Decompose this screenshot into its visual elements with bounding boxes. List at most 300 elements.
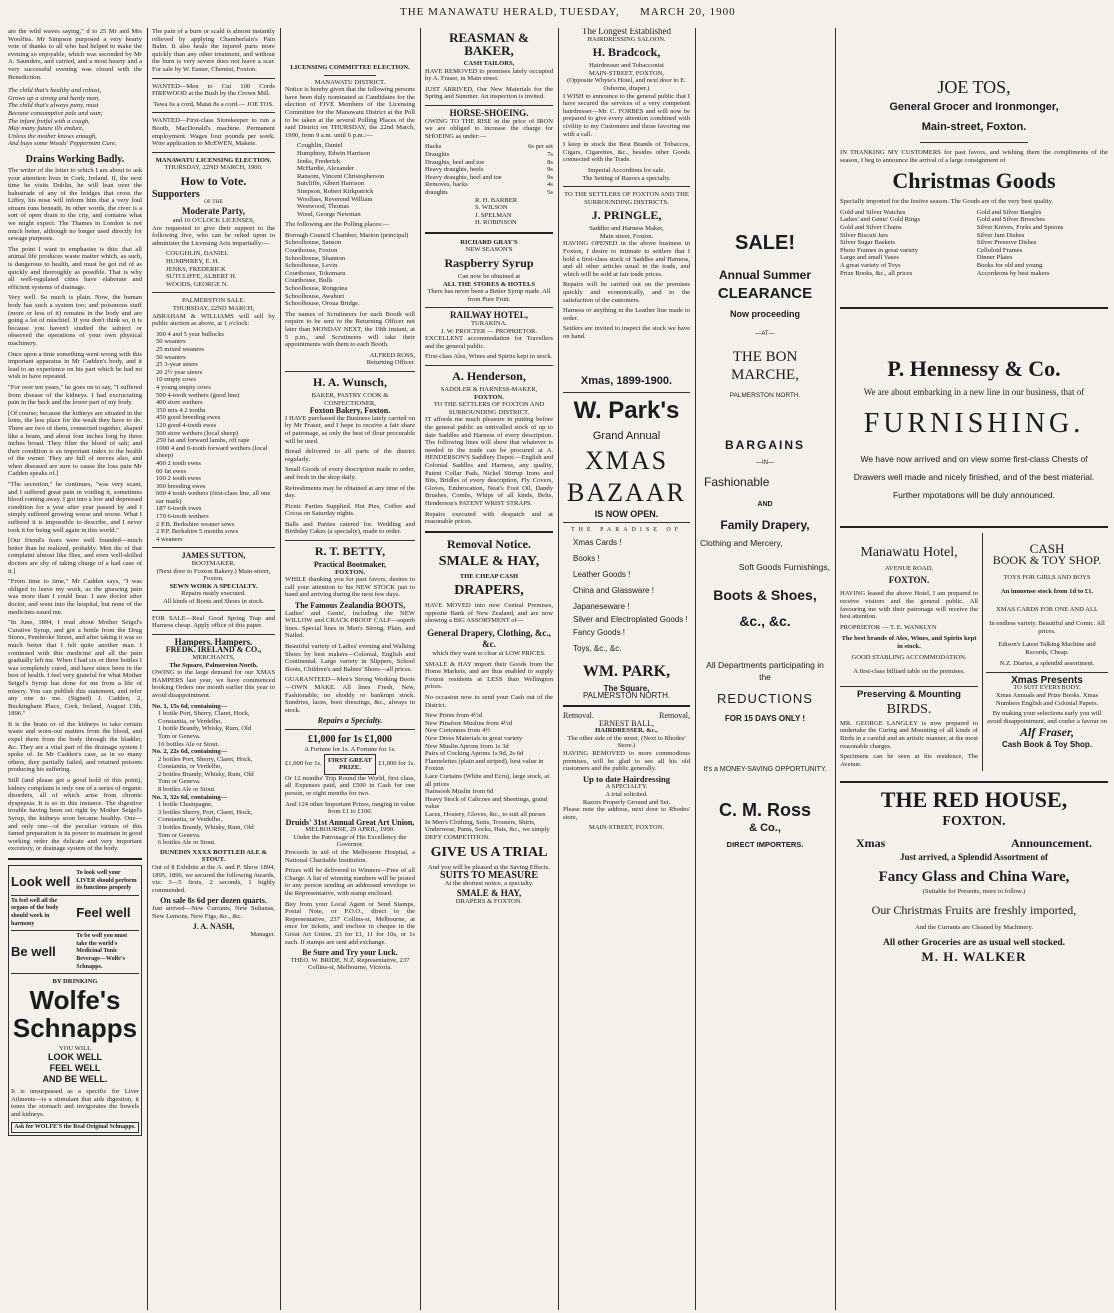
smale-item: New Dress Materials in great variety [425,735,523,742]
horse-body: OWING TO THE RISE in the price of IRON we are obliged to increase the charge for SHOEING as under:— [425,117,553,140]
goods-item: Silver Preserve Dishes [976,239,1037,247]
xmas: XMAS [584,445,669,475]
column-rule [695,28,696,1310]
masthead [0,0,1114,26]
article-paragraph: [Of course; because the kidneys are situated in the loins, the less place for the weak they have to do. There are two of them, connected together, shaped like a beam, and about four inches long by three inches broad. They filter the blood of salt; and their condition is an important index to the health of the owner. They are full of nerves also, and when diseased are sure to cause the loss pain Mr Cadden speaks of.] [8,409,142,478]
nominee: Westwood, Thomas [297,203,350,211]
rate-label: draughts [425,188,448,196]
sub-column-right [986,533,1108,771]
sutton-sewn: SEWN WORK A SPECIALTY. [169,582,258,590]
how-to-vote: How to Vote. [180,173,247,188]
column-6 [700,28,830,1310]
divider [840,781,1108,783]
bradcock-body: I WISH to announce to the general public that I have secured the services of a very competent hairdresser—Mr. C. FORBES and will now be prepared to give every attention combined with civility to my Customers and those favoring me with a call. [563,92,690,138]
stock-item: 400 2 tooth ewes [156,459,201,467]
hamper-item: 1 bottle Champagne, [158,801,213,809]
rate-label: Draughts [425,150,450,158]
wanted-storekeeper: WANTED—First-class Storekeeper to run a Booth, MacDonald's machine. Permanent employment. Wages four pounds per week. Wire application to McEWEN, Makete. [152,117,275,148]
druids-rep: THEO. W. BRIDE, N.Z. Representative, 237 Collins-st, Melbourne, Victoria. [290,956,410,972]
fancy-glass: Fancy Glass and China Ware, [878,868,1070,885]
smale-item: New Cretonnes from 4½ [425,727,491,735]
verse-line: May many future ills endure, [8,125,84,133]
splendid: Just arrived, a Splendid Assortment of [899,852,1048,862]
edison: Edison's Latest Talking Machine and Records, Cheap. [998,641,1096,656]
manawatu-hotel: Manawatu Hotel, [860,545,958,561]
hamper-item: 2 bottles Brandy, Whisky, Rum, Old [158,770,254,778]
hamper-item: 8 bottles Ale or Stout. [158,786,216,794]
birds: BIRDS. [886,702,932,718]
wunsch-balls: Balls and Parties catered for. Wedding and Birthday Cakes (a specialty), made to order. [285,520,415,536]
rate-value: 9s [547,173,553,181]
wunsch-bread: Bread delivered to all parts of the district regularly. [285,448,415,463]
sutton-stock: All kinds of Boots and Shoes in stock. [162,598,265,605]
bon-marche-location: PALMERSTON NORTH. [729,392,801,400]
column-2 [152,28,275,1310]
article-paragraph: Very well. So much is plain. Now, the human body has such a system too; and poisonous stuff (more or less of it) remains in the body and are going a lot of mischief. If you don't think so, it is because you haven't studied the subject or observed the operations of your own physical machinery. [8,294,142,347]
candidate-list [166,250,275,288]
smale-item: Pairs of Cocking Aprons 1s 9d, 2s 6d [425,750,524,758]
scrutineers: The names of Scrutineers for each Booth will require to be sent to the Returning Officer not later than MONDAY NEXT, the 19th instant, at 5 p.m., and Scrutineers will take their appointments with them to each Booth. [285,310,415,349]
verse-line: Become consumptive pale and wan; [8,109,103,117]
palmerston-sale: PALMERSTON SALE. [181,297,246,305]
paradise-list [573,535,690,657]
groceries: All other Groceries are as usual well stocked. [882,937,1066,948]
nominee: Simpson, Robert Kirkpatrick [297,187,374,195]
henderson-to: TO THE SETTLERS OF FOXTON AND SURROUNDING DISTRICT. [433,401,545,416]
settlers-heading: TO THE SETTLERS OF FOXTON AND THE SURROUNDING DISTRICTS. [564,191,689,206]
goods-item: Silver Jam Dishes [976,231,1025,239]
razors: The Setting of Razors a specialty. [582,174,671,182]
departments: All Departments participating in the [706,660,824,683]
sale-heading: SALE! [735,232,795,254]
on-sale: On sale 8s 6d per dozen quarts. [160,896,267,906]
farrier: H. ROBINSON [475,219,517,227]
currants: And the Currants are Cleaned by Machinery. [914,924,1034,932]
mh-walker: M. H. WALKER [921,949,1027,965]
alf-fraser: Alf Fraser, [1019,725,1074,740]
column-3 [285,28,415,1310]
be-well-text: To be well you must take the world's Medicinal Tonic Beverage—Wolfe's Schnapps. [76,933,128,970]
sutton-repairs: Repairs neatly executed. [181,590,246,598]
xmas-years: Xmas, 1899-1900. [580,374,673,387]
suit-everybody: TO SUIT EVERYBODY. [1013,684,1081,692]
intro-text: are the wild waves saying," d io 25 Mr and Mrs Woolfiss. Mr Simpson purposed a very hearty vote of thanks to all who had helped to make the evening so enjoyable, which was seconded by Mr A. Saunders, and carried, and a most hearty and a very successful evening was closed with the Benediction. [8,28,142,81]
removal-notice: Removal Notice. [447,536,531,551]
divider [425,365,553,366]
stock-item: 50 weaners [156,338,186,346]
xmas-cards: XMAS CARDS FOR ONE AND ALL [995,605,1099,613]
hamper-item: 6 bottles Ale or Stout. [158,839,216,847]
paradise-item: Japaneseware ! [573,601,630,611]
stock-item: 400 store wethers [156,399,203,407]
divider [152,634,275,635]
hamper-item: 3 bottles Brandy, Whisky, Rum, Old [158,824,254,832]
goods-item: Prize Books, &c., all prices [840,269,913,277]
stock-item: 450 good breeding ewes [156,414,221,422]
smale-body: HAVE MOVED into new Central Premises, opposite Bank of New Zealand, and are now showing a BIG ASSORTMENT of— [425,602,553,625]
article-paragraph: "From time to time," Mr Cadden says, "I was obliged to leave my work, as the gnawing pain was more than I could bear. I saw doctor after doctor, and went into the hospital, but none of the medicines eased me. [8,578,142,616]
farrier: J. SPELMAN [475,211,512,219]
nominee: Jenks, Frederick [297,157,341,165]
endless-variety: In endless variety. Beautiful and Comic. All prices. [989,619,1105,635]
hairdressing-saloon: HAIRDRESSING SALOON. [587,35,666,43]
article-title: Drains Working Badly. [25,153,125,165]
by-drinking: BY DRINKING [52,978,98,986]
column-4 [425,28,553,1310]
pain-balm-notice: The pain of a burn or scald is almost instantly relieved by applying Chamberlain's Pain Balm. It also heals the injured parts more quickly than any other treatment, and without the burn is very severe does not leave a scar. For sale by W. Easter, Chemist, Foxton. [152,28,275,73]
moderate-party: Moderate Party, [182,206,245,217]
wolfe-be-well: AND BE WELL. [42,1074,108,1085]
divider [986,672,1108,673]
rate-value: 9s [547,166,553,174]
sub-column-left [840,533,978,771]
rate-value: 5s [547,188,553,196]
goods-item: Celluloid Frames [976,246,1023,254]
goods-item: Gold and Silver Brooches [976,216,1045,224]
bradcock-opposite: (Opposite Whyte's Hotel, and next door to E. Osborne, draper.) [567,77,686,92]
smale-items [425,712,553,841]
repairs-specialty: Repairs a Specialty. [317,716,383,726]
goods-item: Gold and Silver Chains [840,223,902,231]
suits-to-measure: SUITS TO MEASURE [440,869,538,881]
henderson-trade: SADDLER & HARNESS-MAKER, [440,386,538,393]
druids-sure: Be Sure and Try your Luck. [302,948,398,958]
horse-rates [425,143,553,196]
wolfe-advert [8,865,142,1136]
railway-hotel: RAILWAY HOTEL, [449,310,529,321]
langley: MR. GEORGE LANGLEY is now prepared to undertake the Curing and Mounting of all kinds of Birds in a careful and an artistic manner, at the most reasonable charges. [840,719,978,750]
goods-item: Dinner Plates [976,254,1013,262]
bon-marche: THE BON MARCHE, [731,349,799,384]
book-toy-shop: BOOK & TOY SHOP. [992,552,1102,567]
paradise-item: Books ! [573,553,600,563]
in-label: —IN— [756,459,774,466]
column-1 [8,28,142,1310]
polling-place: Schoolhouse, Levin [285,262,338,270]
polling-place: Schoolhouse, Awahuri [285,292,345,300]
farrier-names [475,197,553,227]
rate-value: 7s [547,150,553,158]
polling-list [285,232,415,308]
avenue-road: AVENUE ROAD, [884,565,934,573]
divider [425,307,553,308]
divider [285,729,415,730]
prize-heading: £1,000 for 1s £1,000 [308,733,392,745]
prizes-124: And 124 other Important Prizes, ranging in value from £1 to £100. [285,800,415,816]
bradcock-address: MAIN-STREET, FOXTON, [588,69,665,77]
column-5 [563,28,690,1310]
stock-item: 300 4 and 5 year bullocks [156,330,224,338]
stock-item: 350 mix 4 2 tooths [156,406,206,414]
stock-item: 60 fat ewes [156,467,187,475]
divider [152,152,275,153]
paradise-item: Silver and Electroplated Goods ! [573,614,688,624]
immense-stock: An immense stock from 1d to £1. [1000,588,1094,596]
goods-item: Books for old and young [976,261,1043,269]
nash-title: Manager. [250,930,275,938]
election-date: THURSDAY, 22ND MARCH, 1900. [164,164,263,172]
rate-label: Removes, hacks [425,181,468,189]
betty-name: R. T. BETTY, [314,544,386,559]
fraser-shop: Cash Book & Toy Shop. [1001,740,1093,750]
horse-shoeing: HORSE-SHOEING. [449,107,529,118]
farrier: R. H. BARBER [475,196,518,204]
hampers-owing: OWING to the large demand for our XMAS HAMPERS last year, we have commenced booking Orders one month earlier this year to avoid disappointment. [152,669,275,699]
ball-body: HAVING REMOVED to more commodious premises, will be glad to see all his old customers and the public generally. [563,749,690,773]
stock-item: 187 6-tooth ewes [156,505,202,513]
paradise-item: Toys, &c., &c. [573,643,622,653]
main-street: Main-street, Foxton. [921,121,1027,133]
goods-item: Gold and Silver Bangles [976,208,1042,216]
verse-line: The child that's always puny, must [8,102,99,110]
wunsch-trade: BAKER, PASTRY COOK & CONFECTIONER, [311,391,389,407]
w-park: W. Park's [573,396,680,424]
schnapps-brand: Schnapps [12,1012,138,1043]
wm-park: WM. PARK, [582,662,671,680]
hamper-item: Tom or Geneva. [158,732,201,740]
divider [152,112,275,113]
hamper-item: Constantia, or Verdelho, [158,717,222,725]
alfred-ross: ALFRED ROSS, [369,351,415,359]
goods-item: Accordeons by best makers [976,269,1050,277]
election-heading: MANAWATU LICENSING ELECTION. [155,156,272,164]
raspberry-body: Can now be obtained at [457,273,521,281]
stock-item: 250 fat and forward lambs, off rape [156,437,250,445]
bradcock-stock: I keep in stock the Best Brands of Tobaccos, Cigars, Cigarettes, &c., besides other Goods connected with the Trade. [563,141,690,164]
bazaar: BAZAAR [567,477,686,507]
wanted-firewood-rate: Tawa 6s a cord, Matai 8s a cord.— JOE TOS. [153,100,274,108]
cash: CASH [1029,541,1065,557]
verse-line: And buys some Woods' Peppermint Cure. [8,140,117,148]
christmas-fruits: Our Christmas Fruits are freshly imported, [871,903,1077,918]
now-proceeding: Now proceeding [729,309,800,320]
wolfe-ask: Ask for WOLFE'S the Real Original Schnapps. [11,1122,139,1134]
smale-item: New Pinafore Muslins from 4½d [425,719,512,727]
give-trial: GIVE US A TRIAL [430,845,548,861]
betty-place: FOXTON. [335,568,365,576]
ball-address: The other side of the street, (Next to Rhodes' Store.) [567,734,686,750]
embarking: We are about embarking in a new line in our business, that of [863,387,1085,398]
candidate: SUTCLIFFE, ALBERT H. [166,273,237,281]
dunedin-ale: DUNEDIN XXXX BOTTLED ALE & STOUT. [160,848,267,864]
furnishing: FURNISHING. [863,408,1085,440]
stock-item: 500 store wethers (local sheep) [156,429,239,437]
annuals: Xmas Annuals and Prize Books. Xmas Numbers English and Colonial Papers. [995,692,1099,707]
paradise-item: China and Glassware ! [573,585,654,595]
stock-item: 10 empty cows [156,376,196,384]
hotel-foxton: FOXTON. [888,574,930,585]
stock-item: 500 4-tooth wethers (good line) [156,391,240,399]
divider [324,75,376,76]
prize-right: £1,000 for 1s. [378,760,415,768]
article-paragraph: "The secretion," he continues, "was very scant, and I suffered great pain in voiding it, sometimes blood coming away. I got into a low and depressed condition for a year after year passed by and I simply suffered growing worse and worse. What I suffered it is impossible to describe, and I never took it for being well again in this world." [8,481,142,534]
column-rule [558,28,559,1310]
divider [285,540,415,541]
nominee: Sutcliffe, Albert Harrison [297,180,365,188]
abraham-williams: ABRAHAM & WILLIAMS will sell by public auction as above, at 1 o'clock: [152,312,275,328]
candidate: HUMPHREY, E. H. [166,258,220,266]
polling-place: Schoolhouse, Rongotea [285,285,348,293]
rate-value: 6s per set [528,143,553,151]
goods-item: Large and small Vases [840,254,899,262]
you-will: YOU WILL [58,1044,92,1052]
pringle-trade: Saddler and Harness Maker, [589,225,664,233]
of-the: OF THE [204,198,223,205]
nash-name: J. A. NASH, [192,922,235,932]
candidate: JENKS, FREDERICK [166,265,226,273]
manawatu-district: MANAWATU DISTRICT. [314,78,386,86]
new-season: NEW SEASON'S [465,246,513,254]
goods-list [840,209,1108,277]
wanted-firewood: WANTED—Men to Cut 100 Cords FIREWOOD at the Bush by the Crown Mill. [152,82,275,98]
general-drapery: General Drapery, Clothing, &c., &c. [427,628,551,650]
henderson-name: A. Henderson, [452,369,526,383]
paradise-item: Fancy Goods ! [573,627,626,637]
railway-body: EXCELLENT accommodation for Travellers and the general public. [425,335,553,350]
stock-item: 600 4 tooth wethers (first-class line, all one ear mark) [156,490,271,505]
drapers: DRAPERS, [454,583,524,599]
goods-item: Silver Biscuit Jars [840,231,888,239]
smale-item: Nainsook Muslin from 6d [425,788,494,796]
wolfe-body: It is unsurpassed as a specific for Liver Ailments—is a stimulant that aids digestion, it tones the stomach and invigorates the bowels and kidneys. [11,1088,139,1119]
ball-razors: Razors Properly Ground and Set. [582,798,671,806]
removal-left: Removal. [563,710,594,720]
ten-oclock: and 10 O'CLOCK LICENSES, [172,217,255,225]
grand-annual: Grand Annual [592,429,661,442]
preserving: Preserving & Mounting [857,688,961,700]
betty-body: WHILE thanking you for past favors, desires to call your attention to his NEW STOCK just to hand and arriving during the next few days. [285,576,415,599]
the-square: The Square, [603,683,650,693]
wolfe-brand: Wolfe's [29,984,121,1015]
and-label: AND [757,500,773,508]
verse-line: Unless the mother knows enough, [8,132,97,140]
reasman-arrived: JUST ARRIVED, Our New Materials for the Spring and Summer. An inspection is invited. [425,85,553,101]
polling-place: Schoolhouse, Oroua Bridge. [285,300,360,308]
rate-value: 4s [547,181,553,189]
merchants: MERCHANTS, [192,653,235,661]
pringle-settlers: Settlers are invited to inspect the stock we have on hand. [563,325,690,340]
bargains: BARGAINS [724,437,805,452]
hampers-heading: Hampers. Hampers. [174,636,253,647]
rate-label: Heavy draughts, heel and toe [425,173,502,181]
nominee: McHardie, Alexander [297,165,355,173]
wolfe-feel-well: FEEL WELL [49,1063,101,1074]
druids-patronage: Under the Patronage of His Excellency the Governor. [293,833,407,849]
smale-hay: SMALE & HAY, [438,553,540,569]
hotel-ales: The best brands of Ales, Wines, and Spirits kept in stock. [841,635,977,650]
henderson-place: FOXTON. [474,393,504,401]
look-well-heading: Look well [11,873,71,889]
stock-item: 170 6-tooth wethers [156,513,209,521]
wunsch-name: H. A. Wunsch, [313,374,387,389]
goods-item: Gold and Silver Watches [840,208,906,216]
verse-line: The infant fretful with a cough, [8,117,90,125]
henderson-repairs: Repairs executed with despatch and at reasonable prices. [425,510,553,526]
first-prize: FIRST GREAT PRIZE. [324,754,377,775]
feel-well-text: To feel well all the organs of the body should work in harmony [11,897,59,927]
divider [285,371,415,372]
turakina: TURAKINA. [470,320,508,328]
ball-name: ERNEST BALL, [599,718,654,728]
divider [425,105,553,106]
smale-item: Laces, Hosiery, Gloves, &c., to suit all purses [425,810,546,818]
smale-offer: which they want to clear at LOW PRICES. [432,650,546,658]
stock-item: 4 young empty cows [156,383,211,391]
masthead-day: TUESDAY, [560,6,620,18]
ball-note: Please note the address, next door to Rhodes' store, [563,806,690,821]
divider [425,531,553,533]
sutton-address: (Next door to Foxton Bakery.) Main-street, Foxton. [156,567,271,583]
xmas-presents: Xmas Presents [1011,674,1083,686]
stock-item: 2 P.P. Berkshire 5 months sows [156,528,239,536]
stock-item: 25 3-year steers [156,361,198,369]
smale-note: No occasion now to send your Cash out of the District. [425,694,553,709]
goods-item: Silver Sugar Baskets [840,239,895,247]
polling-place: Schoolhouse, Sanson [285,239,342,247]
divider [152,610,275,611]
cash-tailors: CASH TAILORS, [463,60,515,67]
prize-body: Or 12 months' Trip Round the World, first class, all Expenses paid, and £500 in Cash for one person, or eight months for two. [285,774,415,797]
richard-gray: RICHARD GRAY'S [460,238,518,246]
rate-label: Hacks [425,143,442,151]
rate-label: Heavy draughts, heels [425,166,484,174]
money-saving: It's a MONEY-SAVING OPPORTUNITY. [703,766,827,774]
foxton-bakery: Foxton Bakery, Foxton. [309,406,391,416]
xmas-announcement-left: Xmas [856,836,886,851]
hamper-no3: No. 3, 32s 6d, containing— [152,793,228,801]
smale-location: DRAPERS & FOXTON. [455,897,523,905]
trial-body: And you will be pleased at the Saving Effects. [427,864,551,872]
polling-place: Courthouse, Tokomaru [285,269,346,277]
stock-item: 25 mixed weaners [156,346,204,353]
article-paragraph: The writer of the letter to which I am about to ask your attention lives in Cork, Ireland. If, the next time he visits Dublin, he will lean over the balustrade of any of the bridges that cross the Liffey, his nose will inform him that a very foul stream runs beneath. In other words, the river is a sort of open drain to the city, and contains what we might expect. The Thames in London is not much better, although no longer used directly for sewage purposes. [8,166,142,243]
hamper-item: Constantia, or Verdelho, [158,763,222,771]
fifteen-days: FOR 15 DAYS ONLY ! [724,713,806,723]
hamper-item: 10 bottles Ale or Stout. [158,740,219,748]
at-label: —AT— [755,330,775,337]
for-sale-notice: FOR SALE—Real Good Spring Trap and Harness cheap. Apply office of this paper. [152,614,275,630]
article-paragraph: Still (and please get a good hold of this point), kidney complaint is only one of a series of organic disorders, all of which arise from chronic dyspepsia. It is so in this instance. The digestive trouble having been set right by Mother Seigel's Syrup, the kidneys soon became healthy. One—and only one—of the peculiar virtues of this famed preparation is its power to maintain in good working order the delicate and very important excretory, or drainage system of the body. [8,777,142,853]
supporters: Supporters [152,188,200,200]
candidate: WOODS, GEORGE N. [166,280,229,288]
stock-item: 20 2½ year steers [156,368,203,376]
article-paragraph: Once upon a time something went wrong with this important apparatus in Mr Cadden's body, and it lead to an experience on his part which he had no wish to have repeated. [8,350,142,381]
divider [563,705,690,707]
toys-for: TOYS FOR GIRLS AND BOYS [1003,574,1091,582]
zealandia-body: Ladies' and Gents', including the NEW WILLOW and CRACK PROOF CALF—superb lines. Special lines in Men's Strong, Plain, and Nailed. [285,609,415,640]
raspberry-note: There has never been a Better Syrup made. All from Pure Fruit. [427,288,551,303]
up-to-date: Up to date Hairdressing [583,773,670,784]
stock-item: 300 breeding ewes [156,482,206,490]
hamper-item: Tom or Geneva. [158,778,201,786]
goods-item: Photo Frames in great variety [840,246,919,254]
stock-item: 100 2 tooth ewes [156,475,201,483]
polling-place: Courthouse, Bulls [285,277,333,285]
ireland-name: FREDK. IRELAND & CO., [165,645,262,655]
palmerston-north: PALMERSTON NORTH. [582,691,671,701]
polling-place: Schoolhouse, Shannon [285,254,346,262]
hamper-no1: No. 1, 15s 6d, containing— [152,702,228,710]
nominee-list [297,142,415,218]
early-note: By making your selections early you will avoid disappointment, and confer a favour on [987,710,1107,725]
procter: J. W. PROCTER — PROPRIETOR. [440,327,538,335]
ball-footer: MAIN-STREET, FOXTON. [588,824,665,832]
xmas-announcement-right: Announcement. [1010,836,1092,851]
removal-right: Removal, [659,710,690,720]
stock-item: 2 P.B. Berkshire weaner sows [156,520,235,528]
henderson-body: IT affords me much pleasure in putting before the general public an unrivalled stock of up to date Saddles and Harness of every description. The following lines will show that whatever is needed in the trade can be procured at A. HENDERSON'S Saddlery Depot:—English and Colonial Saddles and Harness, any quality, Patent Collar Pads, Nickel Stirrup Irons and Bits, Bridles of every description, Fly Covers, Gloves, Embrocation, Neat's Foot Oil, Dandy Brushes, Combs, Whips of all kinds, Belts, Henderson's PATENT WRIST STRAPS. [425,416,553,507]
polling-place: Courthouse, Foxton [285,247,338,255]
